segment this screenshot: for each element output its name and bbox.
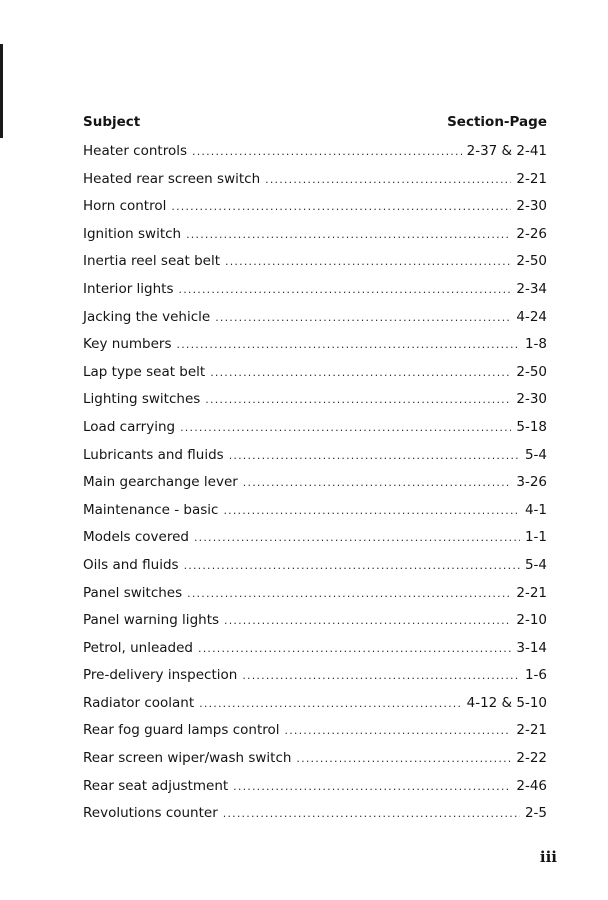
index-entry xyxy=(83,193,547,221)
entry-section-page: 2-50 xyxy=(516,363,547,380)
entry-subject: Key numbers xyxy=(83,336,172,353)
index-entry xyxy=(83,414,547,442)
dot-leader xyxy=(223,497,519,525)
entry-subject: Load carrying xyxy=(83,418,176,435)
entry-subject: Panel warning lights xyxy=(83,612,220,629)
entry-subject: Lubricants and fluids xyxy=(83,446,224,463)
entry-subject: Panel switches xyxy=(83,584,183,601)
entry-section-page: 2-26 xyxy=(516,225,547,242)
entry-subject: Inertia reel seat belt xyxy=(83,253,221,270)
index-entry xyxy=(83,469,547,497)
entry-section-page: 2-21 xyxy=(516,170,547,187)
entry-subject: Petrol, unleaded xyxy=(83,639,193,656)
entry-section-page: 4-24 xyxy=(516,308,547,325)
dot-leader xyxy=(224,607,511,635)
entry-section-page: 5-18 xyxy=(516,418,547,435)
entry-subject: Models covered xyxy=(83,529,189,546)
dot-leader xyxy=(243,469,512,497)
entry-subject: Interior lights xyxy=(83,280,174,297)
entry-section-page: 2-5 xyxy=(524,805,547,822)
dot-leader xyxy=(215,304,511,332)
dot-leader xyxy=(187,580,511,608)
entry-section-page: 5-4 xyxy=(524,446,547,463)
entry-subject: Radiator coolant xyxy=(83,694,195,711)
entry-section-page: 1-1 xyxy=(524,529,547,546)
dot-leader xyxy=(242,662,520,690)
index-entry xyxy=(83,497,547,525)
index-entries xyxy=(83,138,547,828)
entry-section-page: 5-4 xyxy=(524,556,547,573)
entry-subject: Main gearchange lever xyxy=(83,474,238,491)
index-entry xyxy=(83,662,547,690)
entry-section-page: 2-50 xyxy=(516,253,547,270)
entry-section-page: 1-8 xyxy=(524,336,547,353)
index-entry xyxy=(83,580,547,608)
dot-leader xyxy=(179,276,512,304)
entry-section-page: 2-30 xyxy=(516,391,547,408)
index-entry xyxy=(83,359,547,387)
entry-subject: Rear screen wiper/wash switch xyxy=(83,750,292,767)
entry-section-page: 2-22 xyxy=(516,750,547,767)
index-entry xyxy=(83,524,547,552)
entry-section-page: 2-37 & 2-41 xyxy=(466,143,547,159)
entry-subject: Ignition switch xyxy=(83,225,182,242)
dot-leader xyxy=(186,221,511,249)
index-entry xyxy=(83,304,547,332)
entry-subject: Jacking the vehicle xyxy=(83,308,211,325)
index-entry xyxy=(83,800,547,828)
entry-subject: Revolutions counter xyxy=(83,805,218,822)
dot-leader xyxy=(225,248,511,276)
entry-subject: Lap type seat belt xyxy=(83,363,206,380)
entry-subject: Maintenance - basic xyxy=(83,501,219,518)
subject-column-header: Subject xyxy=(83,114,141,130)
entry-section-page: 2-10 xyxy=(516,612,547,629)
entry-subject: Heated rear screen switch xyxy=(83,170,261,187)
index-entry xyxy=(83,221,547,249)
index-entry xyxy=(83,442,547,470)
entry-subject: Lighting switches xyxy=(83,391,201,408)
index-entry xyxy=(83,552,547,580)
dot-leader xyxy=(223,800,520,828)
entry-subject: Rear fog guard lamps control xyxy=(83,722,280,739)
dot-leader xyxy=(233,773,511,801)
index-entry xyxy=(83,331,547,359)
index-entry xyxy=(83,717,547,745)
entry-section-page: 2-46 xyxy=(516,777,547,794)
section-page-column-header: Section-Page xyxy=(447,114,547,130)
entry-subject: Oils and fluids xyxy=(83,556,179,573)
dot-leader xyxy=(194,524,520,552)
index-entry xyxy=(83,276,547,304)
index-table xyxy=(83,114,547,828)
dot-leader xyxy=(296,745,511,773)
entry-section-page: 2-21 xyxy=(516,584,547,601)
index-entry xyxy=(83,773,547,801)
index-entry xyxy=(83,386,547,414)
dot-leader xyxy=(199,690,461,718)
entry-section-page: 4-12 & 5-10 xyxy=(466,694,547,711)
index-entry xyxy=(83,166,547,194)
dot-leader xyxy=(180,414,511,442)
dot-leader xyxy=(205,386,511,414)
page-edge-mark xyxy=(0,44,3,138)
entry-subject: Pre-delivery inspection xyxy=(83,667,238,684)
dot-leader xyxy=(184,552,520,580)
entry-section-page: 2-21 xyxy=(516,722,547,739)
entry-section-page: 3-14 xyxy=(516,639,547,656)
entry-section-page: 3-26 xyxy=(516,474,547,491)
entry-section-page: 2-30 xyxy=(516,198,547,215)
entry-subject: Horn control xyxy=(83,198,167,215)
dot-leader xyxy=(229,442,520,470)
dot-leader xyxy=(192,138,462,166)
index-entry xyxy=(83,248,547,276)
dot-leader xyxy=(265,166,511,194)
page-number: iii xyxy=(539,848,557,866)
dot-leader xyxy=(171,193,511,221)
index-header xyxy=(83,114,547,138)
index-entry xyxy=(83,690,547,718)
index-entry xyxy=(83,138,547,166)
entry-section-page: 2-34 xyxy=(516,280,547,297)
index-entry xyxy=(83,745,547,773)
dot-leader xyxy=(210,359,511,387)
dot-leader xyxy=(285,717,512,745)
entry-subject: Rear seat adjustment xyxy=(83,777,229,794)
entry-section-page: 4-1 xyxy=(524,501,547,518)
index-entry xyxy=(83,635,547,663)
entry-section-page: 1-6 xyxy=(524,667,547,684)
dot-leader xyxy=(198,635,511,663)
index-entry xyxy=(83,607,547,635)
dot-leader xyxy=(177,331,520,359)
entry-subject: Heater controls xyxy=(83,143,187,159)
